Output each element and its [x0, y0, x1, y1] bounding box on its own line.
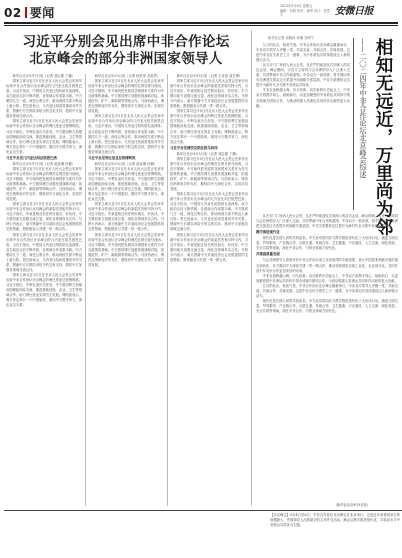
feature-title-rule	[353, 38, 354, 210]
article-3-body: 国家主席习近平5日在北京人民大会堂会见来华出席中非合作论坛北京峰会的博茨瓦纳总统马西西。习近平强调，中方始终把发展同非洲国家关系作为外交政策的基础。中方愿同博方加强发展战略对接，拓展经贸、矿产、新能源等领域合作。马西西表示，博茨瓦纳珍视对华友好，期待同中方深化合作，实现共同发展。	[88, 79, 164, 114]
article-3-subhead: 习近平会见利比里亚总统博阿凯	[88, 155, 136, 160]
article-column-3	[170, 74, 248, 506]
article-4-body-tail: 国家主席习近平5日在北京人民大会堂会见来华出席中非合作论坛北京峰会的莱索托首相马特卡内。习近平指出，中莱是相互信任的好朋友、好伙伴。中方愿同莱方加强交流互鉴，深化各领域务实合作。马特卡内表示，莱方感谢中方对莱经济社会发展提供的宝贵帮助，愿积极参与共建一带一路合作。	[170, 232, 248, 262]
page-number-label	[4, 4, 55, 21]
article-3-body-end: 国家主席习近平5日在北京人民大会堂会见来华出席中非合作论坛北京峰会的莱索托首相马特卡内。习近平指出，中莱是相互信任的好朋友、好伙伴。中方愿同莱方加强交流互鉴，深化各领域务实合作。马特卡内表示，莱方感谢中方对莱经济社会发展提供的宝贵帮助，愿积极参与共建一带一路合作。	[88, 202, 164, 232]
feature-column-b	[256, 214, 398, 506]
feature-paragraph-4: 从天安门广场到人民大会堂，从庄严的欢迎仪式到深入的双边会谈，峰会期间，习近平主席同与会非洲领导人广泛深入交流，共同擘画中非合作新蓝图。中非双方一致同意，将中国同所有非洲建交国双边关系提升到战略关系层面，中非关系整体定位提升为新时代全天候中非命运共同体。	[256, 214, 398, 229]
article-4-body-end: 国家主席习近平5日在北京人民大会堂会见来华出席中非合作论坛北京峰会的几内亚比绍总统恩巴洛。习近平指出，中国同几内亚比绍传统友谊深厚。双方政治互信不断巩固，各领域合作成果丰硕。中方愿同几方一道，深化互利合作，推动两国关系不断迈上新台阶。恩巴洛表示，几内亚比绍高度重视对华关系，感谢中方长期以来给予的宝贵支持，愿同中方加强各领域交流合作。	[170, 192, 248, 232]
feature-column-a	[256, 43, 350, 211]
feature-paragraph-9: 现代化是各国人民的共同追求。中方宣布将同非方携手推进现代化十大伙伴行动，涵盖文明互鉴、贸易繁荣、产业链合作、互联互通、发展合作、卫生健康、兴农惠民、人文交流、绿色发展、安全共筑等领域，深化中非合作，引领全球南方现代化。	[256, 298, 398, 313]
article-2-subhead: 习近平会见几内亚比绍总统恩巴洛	[6, 155, 57, 160]
article-4-dateline-2: 新华社北京9月5日电（记者 胡志强 丁鹏）	[176, 151, 239, 156]
main-headline	[6, 34, 246, 68]
feature-byline: 新华社记者 周晓冉 孙楠 刘玥宁	[268, 36, 315, 40]
article-4-dateline: 新华社北京9月5日电（记者 王卓伦 邵艺博）	[176, 74, 243, 78]
header-rule-thin	[4, 25, 398, 26]
feature-closing: （新华社北京9月5日电）	[334, 503, 370, 507]
feature-title: 相知无远近，万里尚为邻	[373, 38, 393, 236]
article-4-body-cont: 国家主席习近平5日在北京人民大会堂会见来华出席中非合作论坛北京峰会的利比里亚总统博阿凯。习近平指出，中利友谊历久弥坚。中方愿同利方加强治国理政经验交流，推进基础设施、农业、卫生等领域合作，助力利比里亚实现自主发展。博阿凯表示，利方坚定奉行一个中国原则，愿同中方携手努力，深化双边关系。	[170, 109, 248, 144]
article-2-body-more: 国家主席习近平5日在北京人民大会堂会见来华出席中非合作论坛北京峰会的几内亚比绍总统恩巴洛。习近平指出，中国同几内亚比绍传统友谊深厚。双方政治互信不断巩固，各领域合作成果丰硕。中方愿同几方一道，深化互利合作，推动两国关系不断迈上新台阶。恩巴洛表示，几内亚比绍高度重视对华关系，感谢中方长期以来给予的宝贵支持，愿同中方加强各领域交流合作。	[6, 232, 82, 272]
article-3-dateline: 新华社北京9月5日电（记者 杨依军 冯歆然）	[94, 74, 161, 78]
article-2-body-cont: 国家主席习近平5日在北京人民大会堂会见来华出席中非合作论坛北京峰会的莱索托首相马特卡内。习近平指出，中莱是相互信任的好朋友、好伙伴。中方愿同莱方加强交流互鉴，深化各领域务实合作。马特卡内表示，莱方感谢中方对莱经济社会发展提供的宝贵帮助，愿积极参与共建一带一路合作。	[6, 202, 82, 232]
page-header	[0, 0, 402, 30]
article-2-dateline: 新华社北京9月5日电（记者 郝亚琳 孙楠）	[12, 161, 75, 166]
feature-paragraph-8: 九月的北京，秋高气爽。中非合作论坛北京峰会隆重举行，中非双方领导人齐聚一堂，共叙友谊、共商合作、共谋发展。这是中非友好关系史上又一盛事，为中非命运共同体建设注入新的强大动力。	[256, 283, 398, 298]
article-4-body: 国家主席习近平5日在北京人民大会堂会见来华出席中非合作论坛北京峰会的莱索托首相马特卡内。习近平指出，中莱是相互信任的好朋友、好伙伴。中方愿同莱方加强交流互鉴，深化各领域务实合作。马特卡内表示，莱方感谢中方对莱经济社会发展提供的宝贵帮助，愿积极参与共建一带一路合作。	[170, 79, 248, 109]
article-3-dateline-2: 新华社北京9月5日电（记者 郝亚琳 孙楠）	[94, 161, 157, 166]
feature-paragraph-2: 从天安门广场到人民大会堂，从庄严的欢迎仪式到深入的双边会谈，峰会期间，习近平主席同与会非洲领导人广泛深入交流，共同擘画中非合作新蓝图。中非双方一致同意，将中国同所有非洲建交国双边关系提升到战略关系层面，中非关系整体定位提升为新时代全天候中非命运共同体。	[256, 63, 350, 88]
issue-editors: 编辑：刘明 校对：谢青 设计：张思宇	[280, 8, 330, 17]
feature-subtitle: ——二〇二四年中非合作论坛北京峰会综述	[359, 38, 368, 179]
feature-paragraph-5: 现代化是各国人民的共同追求。中方宣布将同非方携手推进现代化十大伙伴行动，涵盖文明互鉴、贸易繁荣、产业链合作、互联互通、发展合作、卫生健康、兴农惠民、人文交流、绿色发展、安全共筑等领域，深化中非合作，引领全球南方现代化。	[256, 236, 398, 251]
article-1-body-cont: 国家主席习近平5日在北京人民大会堂会见来华出席中非合作论坛北京峰会的利比里亚总统博阿凯。习近平指出，中利友谊历久弥坚。中方愿同利方加强治国理政经验交流，推进基础设施、农业、卫生等领域合作，助力利比里亚实现自主发展。博阿凯表示，利方坚定奉行一个中国原则，愿同中方携手努力，深化双边关系。	[6, 119, 82, 154]
page-number: 02	[4, 6, 22, 20]
article-3-body-tail: 国家主席习近平5日在北京人民大会堂会见来华出席中非合作论坛北京峰会的博茨瓦纳总统马西西。习近平强调，中方始终把发展同非洲国家关系作为外交政策的基础。中方愿同博方加强发展战略对接，拓展经贸、矿产、新能源等领域合作。马西西表示，博茨瓦纳珍视对华友好，期待同中方深化合作，实现共同发展。	[88, 232, 164, 267]
bottom-brief	[270, 513, 400, 528]
feature-paragraph-1: 九月的北京，秋高气爽。中非合作论坛北京峰会隆重举行，中非双方领导人齐聚一堂，共叙友谊、共商合作、共谋发展。这是中非友好关系史上又一盛事，为中非命运共同体建设注入新的强大动力。	[256, 43, 350, 63]
article-4-subhead: 习近平会见博茨瓦纳总统马西西	[170, 145, 218, 150]
article-1-dateline: 新华社北京9月5日电（记者 胡志强 丁鹏）	[12, 74, 75, 78]
issue-date: 2024年9月6日 星期五	[280, 4, 313, 8]
section-name: 要闻	[29, 6, 55, 20]
article-4-body-more: 国家主席习近平5日在北京人民大会堂会见来华出席中非合作论坛北京峰会的博茨瓦纳总统马西西。习近平强调，中方始终把发展同非洲国家关系作为外交政策的基础。中方愿同博方加强发展战略对接，拓展经贸、矿产、新能源等领域合作。马西西表示，博茨瓦纳珍视对华友好，期待同中方深化合作，实现共同发展。	[170, 156, 248, 192]
article-1-body: 国家主席习近平5日在北京人民大会堂会见来华出席中非合作论坛北京峰会的几内亚比绍总统恩巴洛。习近平指出，中国同几内亚比绍传统友谊深厚。双方政治互信不断巩固，各领域合作成果丰硕。中方愿同几方一道，深化互利合作，推动两国关系不断迈上新台阶。恩巴洛表示，几内亚比绍高度重视对华关系，感谢中方长期以来给予的宝贵支持，愿同中方加强各领域交流合作。	[6, 79, 82, 119]
feature-subhead-2: 共谋高质量发展	[256, 252, 280, 257]
feature-paragraph-7: 中非友谊跨越山海，历久弥新。站在新的历史起点上，中非双方将携手同心、砥砺前行，以更加紧密的中非命运共同体引领全球南方团结合作，为推动构建人类命运共同体作出新的更大贡献。	[256, 273, 398, 283]
column-divider	[167, 74, 168, 506]
masthead-logo: 安微日报	[335, 6, 373, 17]
header-rule	[4, 22, 398, 24]
bottom-rule	[4, 510, 402, 511]
article-3-body-more: 国家主席习近平5日在北京人民大会堂会见来华出席中非合作论坛北京峰会的利比里亚总统博阿凯。习近平指出，中利友谊历久弥坚。中方愿同利方加强治国理政经验交流，推进基础设施、农业、卫生等领域合作，助力利比里亚实现自主发展。博阿凯表示，利方坚定奉行一个中国原则，愿同中方携手努力，深化双边关系。	[88, 166, 164, 202]
bottom-brief-text: 【北京峰会】9月4日至6日，中非合作论坛北京峰会在北京举行。这是近年来我国举办的规模最大、外国领导人出席最多的主场外交活动。峰会以携手推进现代化，共筑高水平中非命运共同体为主题。	[270, 513, 400, 528]
article-column-1	[6, 74, 82, 506]
article-column-2	[88, 74, 164, 506]
feature-paragraph-6: 与会非洲领导人高度评价中非合作论坛成立以来取得的丰硕成果，表示中国是非洲最可靠的朋友和伙伴，非方愿同中方深化共建一带一路合作，推动非洲国家实现工业化、农业现代化，共同开创中非友好合作更加美好的未来。	[256, 258, 398, 273]
section-divider	[25, 7, 27, 18]
article-2-body-end: 国家主席习近平5日在北京人民大会堂会见来华出席中非合作论坛北京峰会的利比里亚总统博阿凯。习近平指出，中利友谊历久弥坚。中方愿同利方加强治国理政经验交流，推进基础设施、农业、卫生等领域合作，助力利比里亚实现自主发展。博阿凯表示，利方坚定奉行一个中国原则，愿同中方携手努力，深化双边关系。	[6, 272, 82, 308]
issue-meta	[280, 4, 332, 18]
column-divider	[85, 74, 86, 506]
article-3-body-cont: 国家主席习近平5日在北京人民大会堂会见来华出席中非合作论坛北京峰会的几内亚比绍总统恩巴洛。习近平指出，中国同几内亚比绍传统友谊深厚。双方政治互信不断巩固，各领域合作成果丰硕。中方愿同几方一道，深化互利合作，推动两国关系不断迈上新台阶。恩巴洛表示，几内亚比绍高度重视对华关系，感谢中方长期以来给予的宝贵支持，愿同中方加强各领域交流合作。	[88, 114, 164, 154]
headline-line-2: 北京峰会的部分非洲国家领导人	[29, 51, 223, 67]
feature-divider	[251, 30, 252, 506]
feature-subhead-1: 携手推进现代化	[256, 230, 280, 235]
headline-line-1: 习近平分别会见出席中非合作论坛	[22, 34, 230, 50]
feature-paragraph-3: 中非友谊跨越山海，历久弥新。站在新的历史起点上，中非双方将携手同心、砥砺前行，以更加紧密的中非命运共同体引领全球南方团结合作，为推动构建人类命运共同体作出新的更大贡献。	[256, 88, 350, 108]
article-2-body: 国家主席习近平5日在北京人民大会堂会见来华出席中非合作论坛北京峰会的博茨瓦纳总统马西西。习近平强调，中方始终把发展同非洲国家关系作为外交政策的基础。中方愿同博方加强发展战略对接，拓展经贸、矿产、新能源等领域合作。马西西表示，博茨瓦纳珍视对华友好，期待同中方深化合作，实现共同发展。	[6, 166, 82, 202]
